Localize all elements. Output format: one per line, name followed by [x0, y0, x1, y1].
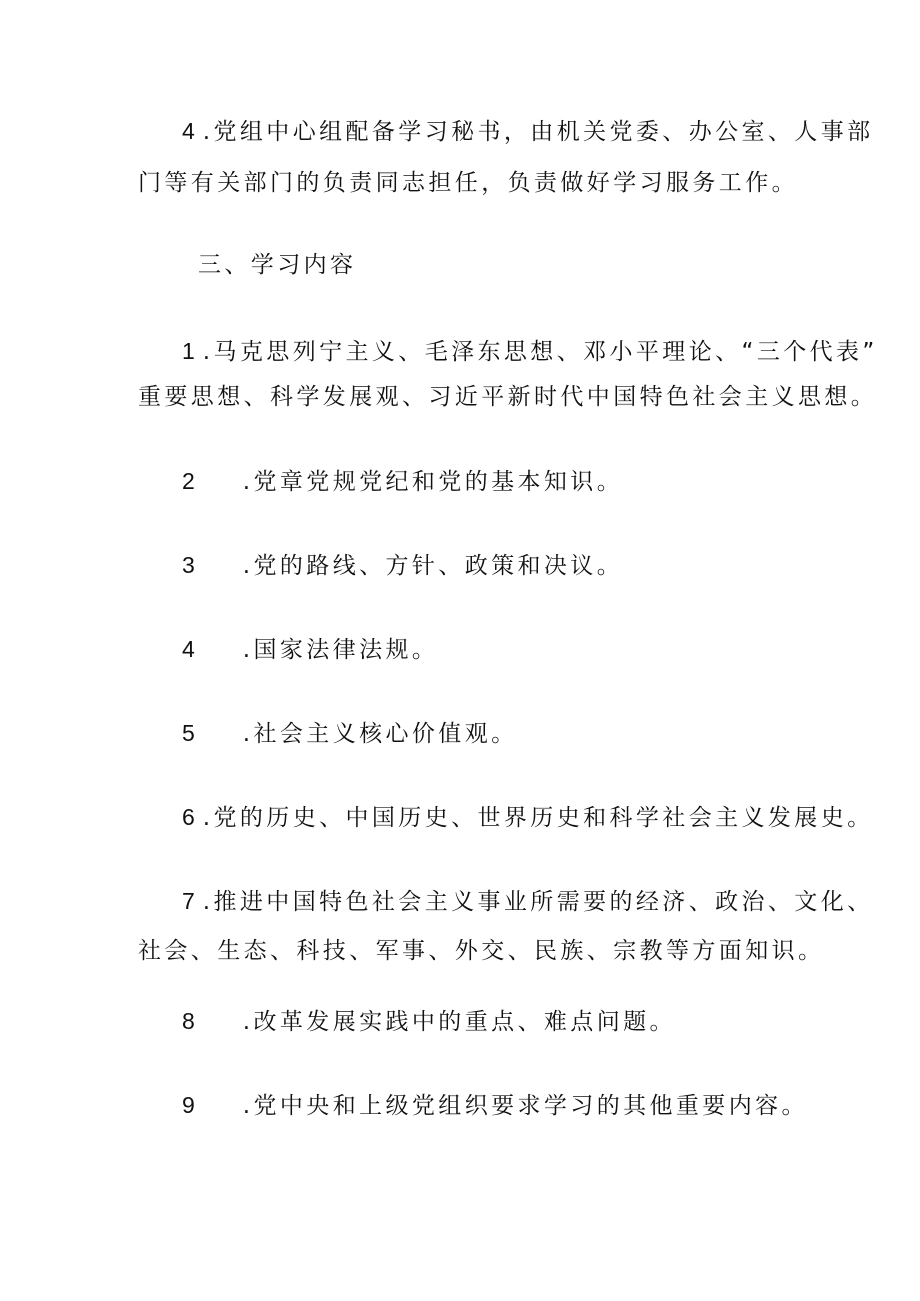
item-text: .党中央和上级党组织要求学习的其他重要内容。: [242, 1093, 808, 1119]
item-text: 重要思想、科学发展观、习近平新时代中国特色社会主义思想。: [138, 384, 878, 410]
list-item-5: [182, 718, 518, 749]
item-number: 3: [182, 552, 195, 578]
list-item-9: [182, 1090, 808, 1121]
list-item-1-line-1: [182, 336, 878, 367]
item-text: .党的历史、中国历史、世界历史和科学社会主义发展史。: [202, 805, 874, 831]
list-item-7-line-2: [138, 936, 824, 966]
item-text: .社会主义核心价值观。: [242, 721, 518, 747]
paragraph-number: 4: [182, 118, 195, 144]
item-text: .党章党规党纪和党的基本知识。: [242, 469, 624, 495]
list-item-8: [182, 1006, 676, 1037]
item-text: .推进中国特色社会主义事业所需要的经济、政治、文化、: [202, 889, 874, 915]
list-item-1-line-2: [138, 382, 877, 412]
paragraph-text: 门等有关部门的负责同志担任，负责做好学习服务工作。: [138, 170, 798, 196]
item-number: 2: [182, 468, 195, 494]
paragraph-text: .党组中心组配备学习秘书，由机关党委、办公室、人事部: [202, 119, 874, 145]
list-item-6: [182, 802, 874, 833]
item-text: .改革发展实践中的重点、难点问题。: [242, 1009, 676, 1035]
item-number: 5: [182, 720, 195, 746]
list-item-2: [182, 466, 623, 497]
item-number: 6: [182, 804, 195, 830]
paragraph-4-line-1: [182, 116, 874, 147]
paragraph-4-line-2: [138, 168, 798, 198]
item-number: 1: [182, 338, 195, 364]
item-number: 4: [182, 636, 195, 662]
item-text: .党的路线、方针、政策和决议。: [242, 553, 624, 579]
item-text: .国家法律法规。: [242, 637, 439, 663]
item-text: 社会、生态、科技、军事、外交、民族、宗教等方面知识。: [138, 938, 825, 964]
list-item-7-line-1: [182, 886, 874, 917]
list-item-4: [182, 634, 438, 665]
item-number: 8: [182, 1008, 195, 1034]
item-text: .马克思列宁主义、毛泽东思想、邓小平理论、“三个代表”: [202, 339, 878, 365]
section-heading: 三、学习内容: [198, 252, 357, 278]
item-number: 7: [182, 888, 195, 914]
item-number: 9: [182, 1092, 195, 1118]
list-item-3: [182, 550, 623, 581]
